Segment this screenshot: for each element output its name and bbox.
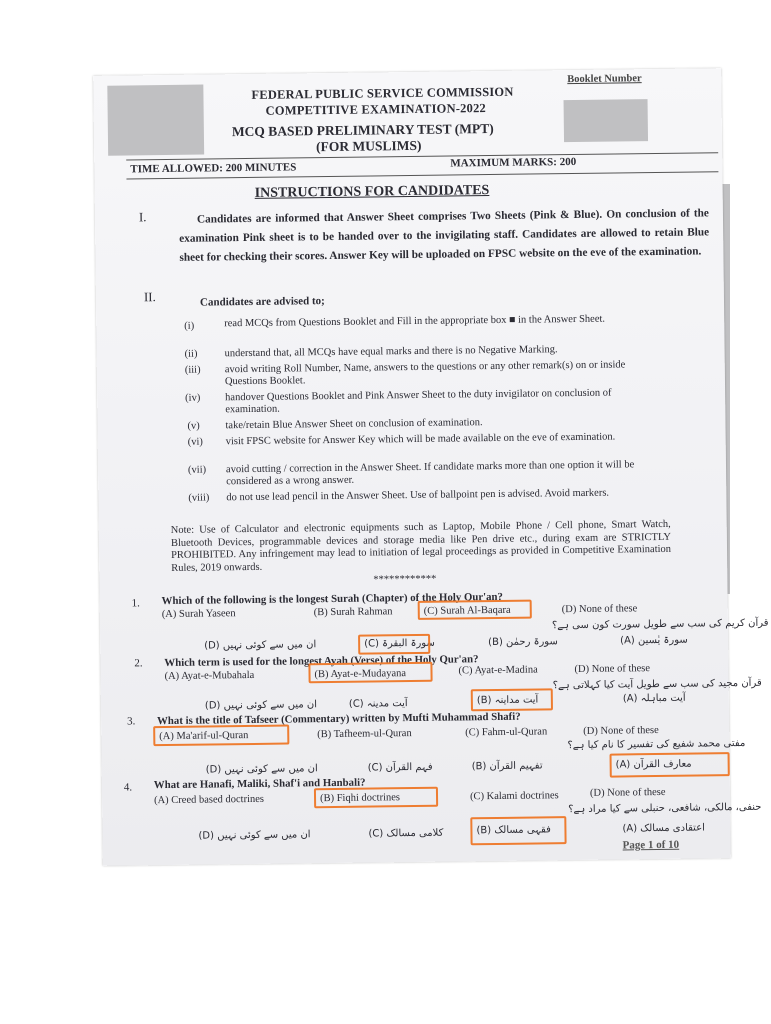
- q1-text: Which of the following is the longest Surah (Chapter) of the Holy Qur'an?: [161, 590, 503, 608]
- q1-urdu-option-a: (A) سورۃ یٰسین: [620, 634, 688, 647]
- note-stars: ************: [373, 573, 437, 586]
- item-3-num: (iii): [184, 364, 201, 376]
- q1-answer-highlight: [418, 600, 532, 620]
- redaction-block-booklet: [564, 99, 649, 142]
- instructions-title: INSTRUCTIONS FOR CANDIDATES: [254, 183, 490, 201]
- exam-paper: [93, 68, 769, 866]
- q4-urdu-answer-highlight: [470, 816, 566, 845]
- q2-urdu-answer-highlight: [471, 688, 553, 711]
- q1-number: 1.: [131, 597, 140, 610]
- q4-option-b: (B) Fiqhi doctrines: [319, 792, 401, 805]
- q2-option-a: (A) Ayat-e-Mubahala: [164, 669, 255, 683]
- q4-answer-highlight: [314, 787, 438, 809]
- q1-option-b: (B) Surah Rahman: [313, 606, 393, 619]
- section-1-text: Candidates are informed that Answer Sheet comprises Two Sheets (Pink & Blue). On conclusion of the examination Pink sheet is to be handed over to the invigilating staff. Candidates are allowed to retain Blue sheet for checking their scores. Answer Key will be uploaded on FPSC website on the eve of the examination.: [179, 207, 710, 264]
- q4-urdu-option-d: (D) ان میں سے کوئی نہیں: [198, 829, 311, 842]
- q3-urdu-answer-highlight: [610, 752, 730, 777]
- q3-number: 3.: [127, 715, 136, 728]
- maximum-marks: MAXIMUM MARKS: 200: [450, 155, 577, 170]
- item-2-text: understand that, all MCQs have equal marks and there is no Negative Marking.: [224, 344, 558, 360]
- q4-option-c: (C) Kalami doctrines: [469, 790, 559, 803]
- q2-urdu-option-d: (D) ان میں سے کوئی نہیں: [204, 699, 318, 712]
- item-8-text: do not use lead pencil in the Answer Sheet. Use of ballpoint pen is advised. Avoid markers.: [226, 487, 610, 504]
- exam-name: COMPETITIVE EXAMINATION-2022: [265, 101, 487, 118]
- audience: (FOR MUSLIMS): [315, 137, 422, 155]
- item-2-num: (ii): [184, 348, 198, 360]
- item-4-text: handover Questions Booklet and Pink Answer Sheet to the duty invigilator on conclusion of examination.: [225, 387, 612, 416]
- item-4-num: (iv): [185, 392, 201, 404]
- q3-answer-highlight: [153, 725, 289, 747]
- note-text: Note: Use of Calculator and electronic equipments such as Laptop, Mobile Phone / Cell phone, Smart Watch, Bluetooth Devices, programmable devices and storage media like Pen drive etc., during exam are STRICTLY PROHIBITED. Any infringement may lead to initiation of legal proceedings as provided in Competitive Examination Rules, 2019 onwards.: [170, 518, 672, 574]
- q4-urdu-option-c: (C) کلامی مسالک: [368, 827, 444, 840]
- item-1-num: (i): [184, 320, 195, 332]
- item-5-num: (v): [187, 420, 200, 432]
- q3-urdu-option-a: (A) معارف القرآن: [615, 758, 692, 771]
- q4-option-a: (A) Creed based doctrines: [153, 793, 265, 807]
- item-8-num: (viii): [188, 492, 210, 504]
- q1-urdu-question: قرآن کریم کی سب سے طویل سورت کون سی ہے؟: [551, 617, 769, 632]
- page-number: Page 1 of 10: [622, 838, 680, 852]
- q2-option-c: (C) Ayat-e-Madina: [458, 664, 538, 677]
- q1-urdu-option-d: (D) ان میں سے کوئی نہیں: [204, 639, 317, 652]
- item-7-num: (vii): [187, 464, 207, 476]
- section-2-intro: Candidates are advised to;: [199, 295, 325, 309]
- q2-urdu-option-a: (A) آیت مباہلہ: [622, 692, 686, 705]
- q3-urdu-option-b: (B) تفہیم القرآن: [471, 760, 543, 773]
- q3-urdu-option-c: (C) فہم القرآن: [367, 761, 433, 774]
- item-1-text: read MCQs from Questions Booklet and Fill in the appropriate box ■ in the Answer Sheet.: [224, 313, 606, 330]
- q4-number: 4.: [123, 781, 133, 794]
- q1-urdu-answer-highlight: [358, 634, 430, 655]
- q2-text: Which term is used for the longest Ayah (Verse) of the Holy Qur'an?: [164, 653, 479, 670]
- commission-name: FEDERAL PUBLIC SERVICE COMMISSION: [251, 84, 514, 102]
- q1-option-a: (A) Surah Yaseen: [161, 608, 236, 621]
- q3-option-b: (B) Tafheem-ul-Quran: [317, 728, 412, 741]
- time-allowed: TIME ALLOWED: 200 MINUTES: [130, 161, 297, 176]
- q2-option-d: (D) None of these: [574, 663, 651, 676]
- q2-option-b: (B) Ayat-e-Mudayana: [314, 668, 407, 681]
- q3-option-d: (D) None of these: [583, 725, 659, 737]
- q1-urdu-option-c: (C) سورۃ البقرۃ: [364, 637, 435, 650]
- q1-option-d: (D) None of these: [561, 603, 638, 616]
- item-3-text: avoid writing Roll Number, Name, answers to the questions or any other remark(s) on or inside Questions Booklet.: [224, 359, 626, 388]
- q2-number: 2.: [134, 657, 143, 670]
- item-5-text: take/retain Blue Answer Sheet on conclusion of examination.: [225, 417, 483, 432]
- item-6-text: visit FPSC website for Answer Key which will be made available on the eve of examination.: [225, 431, 616, 448]
- q1-option-c: (C) Surah Al-Baqara: [423, 604, 511, 617]
- q4-urdu-option-a: (A) اعتقادی مسالک: [622, 822, 705, 835]
- q4-urdu-option-b: (B) فقہی مسالک: [476, 824, 551, 837]
- q4-urdu-question: حنفی، مالکی، شافعی، حنبلی سے کیا مراد ہے؟: [568, 801, 762, 816]
- q3-text: What is the title of Tafseer (Commentary) written by Mufti Muhammad Shafi?: [157, 710, 521, 728]
- item-6-num: (vi): [187, 436, 203, 448]
- q2-urdu-question: قرآن مجید کی سب سے طویل آیت کیا کہلاتی ہے؟: [552, 677, 762, 692]
- q2-urdu-option-c: (C) آیت مدینہ: [348, 698, 408, 710]
- q1-urdu-option-b: (B) سورۃ رحمٰن: [488, 636, 558, 649]
- q3-option-c: (C) Fahm-ul-Quran: [465, 726, 548, 739]
- q2-urdu-option-b: (B) آیت مداینہ: [476, 694, 539, 707]
- q3-urdu-option-d: (D) ان میں سے کوئی نہیں: [205, 763, 318, 776]
- test-name: MCQ BASED PRELIMINARY TEST (MPT): [231, 120, 494, 140]
- q4-text: What are Hanafi, Maliki, Shaf'i and Hanbali?: [153, 776, 366, 792]
- q2-answer-highlight: [308, 662, 432, 684]
- q4-option-d: (D) None of these: [589, 786, 666, 799]
- section-2-number: II.: [143, 289, 156, 305]
- q3-urdu-question: مفتی محمد شفیع کی تفسیر کا نام کیا ہے؟: [567, 737, 746, 752]
- q3-option-a: (A) Ma'arif-ul-Quran: [159, 730, 249, 743]
- section-1-number: I.: [138, 209, 147, 225]
- booklet-number-label: Booklet Number: [567, 73, 642, 86]
- redaction-block-left: [107, 85, 204, 156]
- item-7-text: avoid cutting / correction in the Answer Sheet. If candidate marks more than one option it will be considered as a wrong answer.: [225, 459, 635, 488]
